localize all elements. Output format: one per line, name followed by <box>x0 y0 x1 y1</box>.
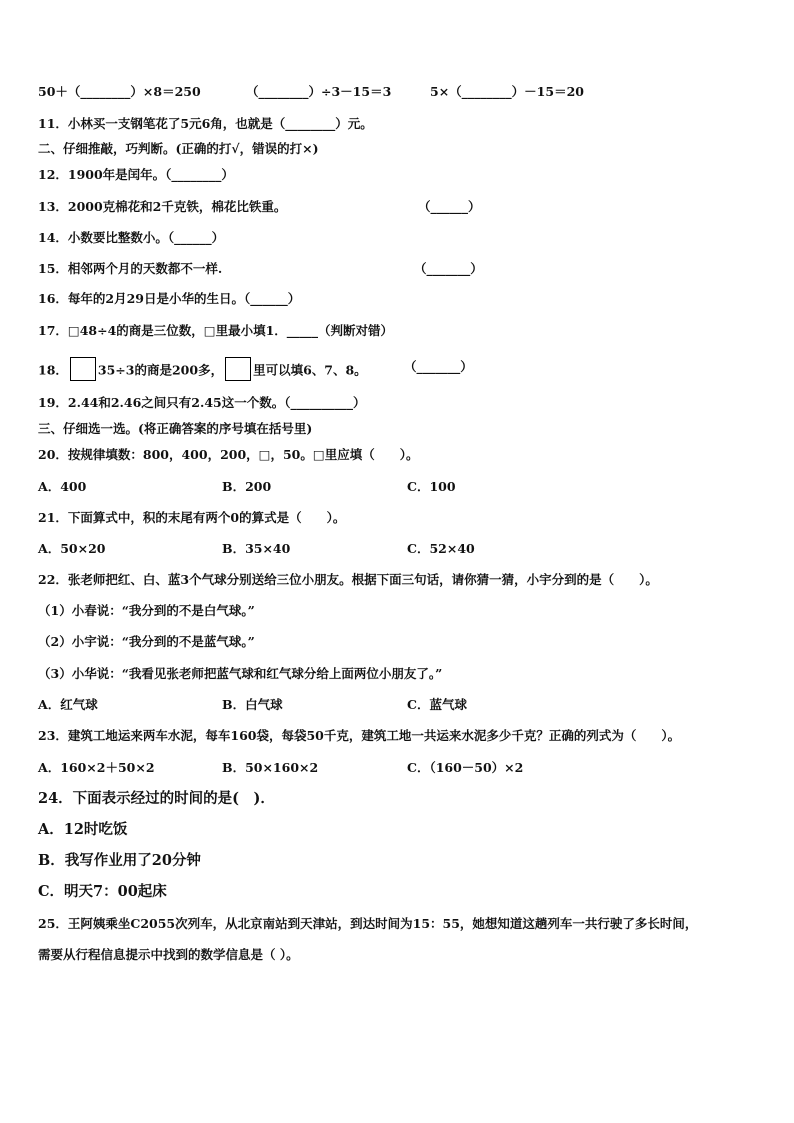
question-18-middle: 35÷3的商是200多， <box>97 362 224 378</box>
question-24-option-b: B．我写作业用了20分钟 <box>38 852 201 869</box>
answer-box <box>225 357 251 381</box>
question-18-line <box>38 359 367 383</box>
option-a: A．红气球 <box>38 697 98 712</box>
question-20: 20．按规律填数：800，400，200，□，50。□里应填（ ）。 <box>38 447 419 462</box>
question-18-number: 18． <box>38 362 68 378</box>
option-a: A．160×2＋50×2 <box>38 760 155 775</box>
option-b: B．白气球 <box>222 697 283 712</box>
question-25-line-2: 需要从行程信息提示中找到的数学信息是（ ）。 <box>38 947 299 962</box>
equation-3: 5×（________）－15＝20 <box>430 84 584 99</box>
question-21: 21．下面算式中，积的末尾有两个0的算式是（ ）。 <box>38 510 346 525</box>
option-a: A．400 <box>38 479 87 494</box>
option-c: C．（160－50）×2 <box>407 760 524 775</box>
equation-1: 50＋（________）×8＝250 <box>38 84 201 99</box>
answer-box <box>70 357 96 381</box>
question-24-option-a: A．12时吃饭 <box>38 821 128 838</box>
question-15-blank: （_______） <box>414 261 483 276</box>
option-b: B．50×160×2 <box>222 760 319 775</box>
question-24-option-c: C．明天7：00起床 <box>38 883 167 900</box>
question-22-clue-1: （1）小春说：“我分到的不是白气球。” <box>38 603 255 618</box>
question-16: 16．每年的2月29日是小华的生日。（______） <box>38 291 301 306</box>
question-13-blank: （______） <box>418 199 481 214</box>
question-18-blank: （_______） <box>404 359 473 374</box>
question-22: 22．张老师把红、白、蓝3个气球分别送给三位小朋友。根据下面三句话，请你猜一猜，小宇分到的是（ ）。 <box>38 572 658 587</box>
option-b: B．35×40 <box>222 541 291 556</box>
question-25-line-1: 25．王阿姨乘坐C2055次列车，从北京南站到天津站，到达时间为15：55，她想知道这趟列车一共行驶了多长时间， <box>38 916 698 931</box>
equation-2: （________）÷3－15＝3 <box>246 84 392 99</box>
option-b: B．200 <box>222 479 272 494</box>
question-14: 14．小数要比整数小。（______） <box>38 230 225 245</box>
option-a: A．50×20 <box>38 541 106 556</box>
question-15-text: 15．相邻两个月的天数都不一样. <box>38 261 223 276</box>
question-22-clue-3: （3）小华说：“我看见张老师把蓝气球和红气球分给上面两位小朋友了。” <box>38 666 443 681</box>
option-c: C．100 <box>407 479 456 494</box>
question-13-text: 13．2000克棉花和2千克铁，棉花比铁重。 <box>38 199 287 214</box>
section-2-heading: 二、仔细推敲，巧判断。(正确的打√，错误的打×) <box>38 141 319 156</box>
section-3-heading: 三、仔细选一选。(将正确答案的序号填在括号里) <box>38 421 313 436</box>
question-24: 24．下面表示经过的时间的是( )． <box>38 790 275 807</box>
question-19: 19．2.44和2.46之间只有2.45这一个数。（__________） <box>38 395 366 410</box>
question-18-tail: 里可以填6、7、8。 <box>253 362 367 378</box>
question-12: 12．1900年是闰年。（________） <box>38 167 234 182</box>
question-17: 17．□48÷4的商是三位数，□里最小填1．_____（判断对错） <box>38 323 394 338</box>
option-c: C．52×40 <box>407 541 475 556</box>
question-23: 23．建筑工地运来两车水泥，每车160袋，每袋50千克，建筑工地一共运来水泥多少千克？正确的列式为（ ）。 <box>38 728 681 743</box>
question-11: 11．小林买一支钢笔花了5元6角，也就是（________）元。 <box>38 116 373 131</box>
option-c: C．蓝气球 <box>407 697 467 712</box>
question-22-clue-2: （2）小宇说：“我分到的不是蓝气球。” <box>38 634 255 649</box>
